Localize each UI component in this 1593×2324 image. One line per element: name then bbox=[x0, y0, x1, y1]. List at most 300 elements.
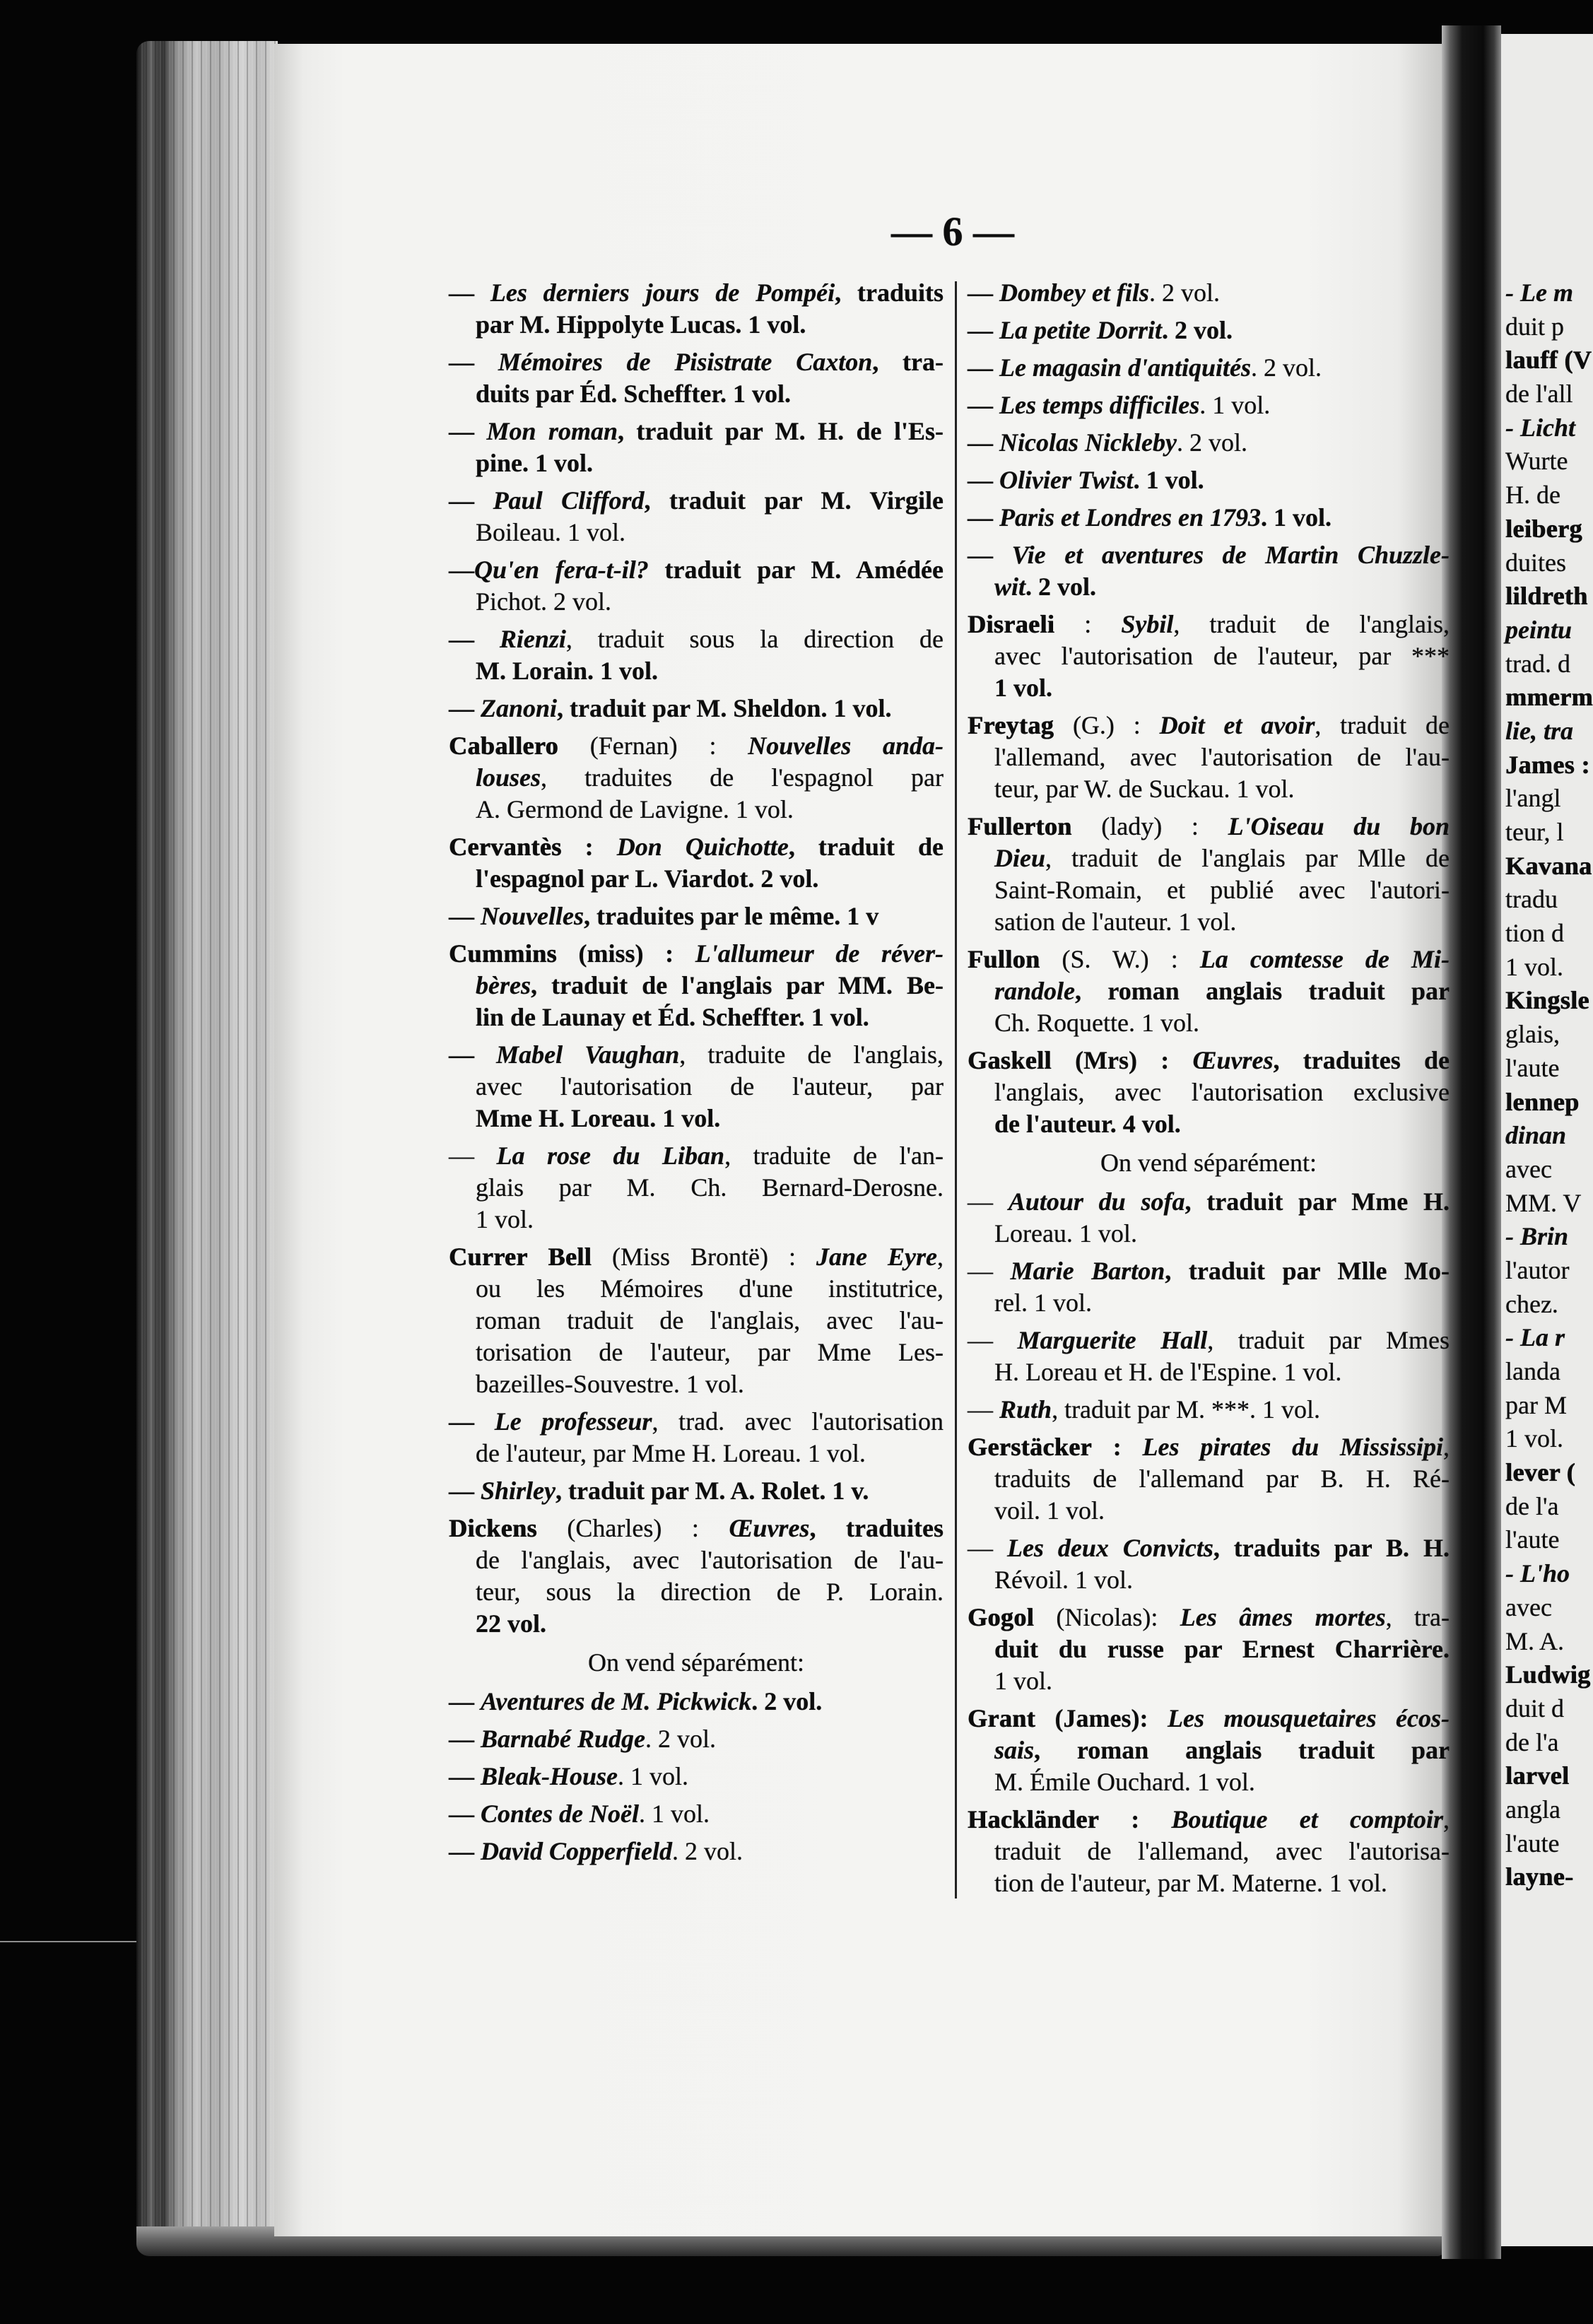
entry-line bbox=[968, 1633, 1450, 1665]
work-title: Paul Clifford bbox=[493, 486, 645, 515]
entry-text: roman traduit de l'anglais, avec l'au- bbox=[476, 1306, 944, 1334]
entry-text: ou les Mémoires d'une institutrice, bbox=[476, 1274, 944, 1303]
entry-text: (S. W.) : bbox=[1040, 945, 1200, 973]
entry-text: — bbox=[449, 1687, 481, 1715]
entry-text: : bbox=[1091, 1433, 1143, 1461]
entry-line bbox=[968, 1325, 1450, 1356]
work-title: Vie et aventures de Martin Chuzzle- bbox=[1011, 541, 1450, 569]
next-page-fragment: lildreth bbox=[1505, 582, 1588, 611]
next-page-fragment: l'angl bbox=[1505, 784, 1561, 813]
entry-text: M. Émile Ouchard. 1 vol. bbox=[994, 1768, 1255, 1796]
work-title: Aventures de M. Pickwick bbox=[481, 1687, 752, 1715]
entry-text: pine. 1 vol. bbox=[476, 449, 594, 477]
work-title: randole bbox=[994, 977, 1076, 1005]
page-number: — 6 — bbox=[891, 209, 1014, 254]
next-page-fragment: - Licht bbox=[1505, 413, 1575, 442]
catalog-entry bbox=[968, 1186, 1450, 1250]
entry-text: , traduits bbox=[835, 278, 944, 307]
work-title: La rose du Liban bbox=[496, 1142, 725, 1170]
entry-line bbox=[968, 1108, 1450, 1140]
work-title: Œuvres bbox=[1192, 1046, 1274, 1074]
work-title: Autour du sofa bbox=[1008, 1187, 1185, 1216]
catalog-entry bbox=[449, 485, 944, 548]
catalog-entry bbox=[968, 1602, 1450, 1697]
catalog-entry bbox=[968, 1532, 1450, 1596]
work-title: Marie Barton bbox=[1010, 1257, 1165, 1285]
entry-line bbox=[968, 1045, 1450, 1076]
catalog-entry bbox=[449, 1039, 944, 1134]
work-title: Nicolas Nickleby bbox=[999, 428, 1177, 457]
catalog-entry bbox=[449, 1406, 944, 1469]
next-page-fragment: avec bbox=[1505, 1592, 1552, 1621]
entry-line bbox=[449, 1172, 944, 1204]
entry-text: 1 vol. bbox=[994, 1667, 1053, 1695]
entry-line bbox=[449, 1608, 944, 1640]
work-title: Mabel Vaughan bbox=[496, 1040, 680, 1069]
entry-line bbox=[449, 1513, 944, 1544]
next-page-fragment: - Le m bbox=[1505, 278, 1573, 307]
entry-text: — bbox=[968, 541, 1012, 569]
work-title: Contes de Noël bbox=[481, 1800, 639, 1828]
next-page-fragment: James : bbox=[1505, 750, 1590, 779]
entry-line bbox=[449, 1836, 944, 1867]
catalog-entry bbox=[449, 900, 944, 932]
entry-line bbox=[968, 1564, 1450, 1596]
work-title: Marguerite Hall bbox=[1017, 1326, 1208, 1354]
next-page-fragment: l'autor bbox=[1505, 1255, 1570, 1284]
entry-text: — bbox=[968, 1257, 1011, 1285]
next-page-fragment: larvel bbox=[1505, 1761, 1570, 1790]
entry-text: : bbox=[561, 833, 617, 861]
entry-text: , trad. avec l'autorisation bbox=[652, 1407, 944, 1436]
entry-text: bazeilles-Souvestre. 1 vol. bbox=[476, 1370, 744, 1398]
work-title: Rienzi bbox=[499, 625, 566, 653]
next-page-fragment: l'aute bbox=[1505, 1829, 1560, 1858]
entry-text: , bbox=[1443, 1805, 1450, 1833]
entry-text: : bbox=[1054, 610, 1122, 638]
entry-text: , traduit par M. A. Rolet. 1 v. bbox=[556, 1477, 869, 1505]
section-subheading: On vend séparément: bbox=[588, 1648, 804, 1677]
entry-line bbox=[449, 1241, 944, 1273]
entry-text: , traduite de l'an- bbox=[724, 1142, 944, 1170]
catalog-entry bbox=[449, 1836, 944, 1867]
entry-line bbox=[449, 1406, 944, 1438]
work-title: Œuvres bbox=[729, 1514, 810, 1542]
next-page-fragment: duit d bbox=[1505, 1694, 1565, 1723]
entry-text: rel. 1 vol. bbox=[994, 1289, 1092, 1317]
entry-line bbox=[449, 655, 944, 687]
entry-text: de l'anglais, avec l'autorisation de l'au- bbox=[476, 1546, 944, 1574]
entry-line bbox=[968, 1602, 1450, 1633]
author-name: Fullon bbox=[968, 945, 1040, 973]
entry-text: , traduit par M. ***. 1 vol. bbox=[1052, 1395, 1321, 1424]
entry-line bbox=[449, 447, 944, 479]
entry-text: . 2 vol. bbox=[1025, 573, 1097, 601]
entry-line bbox=[968, 811, 1450, 843]
author-name: Currer Bell bbox=[449, 1243, 592, 1271]
entry-text: , tra- bbox=[1385, 1603, 1450, 1631]
author-name: Disraeli bbox=[968, 610, 1055, 638]
entry-line bbox=[968, 1703, 1450, 1735]
entry-line bbox=[449, 586, 944, 618]
entry-line bbox=[449, 623, 944, 655]
entry-line bbox=[449, 900, 944, 932]
next-page-fragment: l'aute bbox=[1505, 1053, 1560, 1082]
catalog-entry bbox=[449, 1686, 944, 1718]
catalog-entry bbox=[449, 623, 944, 687]
entry-line bbox=[449, 485, 944, 517]
work-title: David Copperfield bbox=[481, 1837, 672, 1865]
work-title: Les temps difficiles bbox=[999, 391, 1200, 419]
entry-text: , traduit par M. H. de l'Es- bbox=[617, 417, 944, 445]
entry-text: — bbox=[449, 1040, 497, 1069]
entry-line bbox=[968, 1665, 1450, 1697]
entry-text: l'anglais, avec l'autorisation exclusive bbox=[994, 1078, 1450, 1106]
catalog-entry bbox=[968, 352, 1450, 384]
entry-line bbox=[968, 352, 1450, 384]
entry-text: Saint-Romain, et publié avec l'autori- bbox=[994, 876, 1450, 904]
entry-line bbox=[449, 1761, 944, 1792]
entry-text: duits par Éd. Scheffter. 1 vol. bbox=[476, 380, 792, 408]
entry-line bbox=[968, 906, 1450, 938]
entry-line bbox=[968, 1394, 1450, 1426]
entry-line bbox=[968, 773, 1450, 805]
catalog-entry bbox=[968, 277, 1450, 309]
entry-line bbox=[968, 944, 1450, 975]
entry-text: — bbox=[968, 466, 999, 494]
entry-text: H. Loreau et H. de l'Espine. 1 vol. bbox=[994, 1358, 1342, 1386]
entry-text: (Charles) : bbox=[536, 1514, 729, 1542]
next-page-fragment: layne- bbox=[1505, 1862, 1574, 1891]
catalog-entry bbox=[968, 609, 1450, 704]
entry-line bbox=[449, 938, 944, 970]
entry-text: M. Lorain. 1 vol. bbox=[476, 657, 658, 685]
book-gutter bbox=[1442, 25, 1501, 2259]
catalog-entry bbox=[968, 811, 1450, 938]
work-title: L'Oiseau du bon bbox=[1228, 812, 1450, 840]
catalog-entry bbox=[449, 730, 944, 826]
entry-line bbox=[968, 1804, 1450, 1836]
entry-line bbox=[968, 1463, 1450, 1495]
entry-text: , traduit par M. Sheldon. 1 vol. bbox=[557, 694, 892, 722]
section-subheading: On vend séparément: bbox=[1100, 1149, 1317, 1177]
entry-line bbox=[449, 277, 944, 309]
author-name: Hackländer bbox=[968, 1805, 1100, 1833]
entry-text: . 2 vol. bbox=[1176, 428, 1247, 457]
entry-line bbox=[968, 1431, 1450, 1463]
entry-text: l'allemand, avec l'autorisation de l'au- bbox=[994, 743, 1450, 771]
author-name: Gaskell bbox=[968, 1046, 1052, 1074]
next-page-fragment: Kingsle bbox=[1505, 986, 1589, 1015]
entry-text: (miss) : bbox=[556, 939, 695, 968]
entry-line bbox=[449, 762, 944, 794]
work-title: Bleak-House bbox=[481, 1762, 618, 1790]
entry-text: (lady) : bbox=[1071, 812, 1228, 840]
author-name: Fullerton bbox=[968, 812, 1072, 840]
entry-line bbox=[968, 843, 1450, 874]
catalog-entry bbox=[968, 389, 1450, 421]
entry-text: torisation de l'auteur, par Mme Les- bbox=[476, 1338, 944, 1366]
next-page-fragment: angla bbox=[1505, 1795, 1560, 1824]
next-page-fragment: M. A. bbox=[1505, 1626, 1565, 1655]
entry-text: , traduit de l'anglais par Mlle de bbox=[1045, 844, 1450, 872]
catalog-entry bbox=[968, 1045, 1450, 1140]
entry-text: — bbox=[968, 391, 999, 419]
catalog-entry bbox=[968, 315, 1450, 346]
next-page-fragment: MM. V bbox=[1505, 1188, 1582, 1217]
entry-line bbox=[968, 571, 1450, 603]
entry-text: (Nicolas): bbox=[1034, 1603, 1180, 1631]
entry-text: . 1 vol. bbox=[1199, 391, 1271, 419]
entry-line bbox=[968, 1255, 1450, 1287]
entry-text: , traduit par Mme H. bbox=[1185, 1187, 1450, 1216]
catalog-entry bbox=[449, 938, 944, 1033]
next-page-fragment: lie, tra bbox=[1505, 716, 1573, 745]
next-page-fragment: de l'a bbox=[1505, 1491, 1559, 1520]
entry-text: : bbox=[1099, 1805, 1172, 1833]
entry-line bbox=[449, 1140, 944, 1172]
entry-line bbox=[449, 1475, 944, 1507]
entry-text: — bbox=[449, 417, 487, 445]
work-title: Doit et avoir bbox=[1159, 711, 1315, 739]
work-title: La petite Dorrit bbox=[999, 316, 1162, 344]
entry-text: — bbox=[968, 353, 999, 382]
catalog-entry bbox=[968, 427, 1450, 459]
entry-text: — bbox=[449, 1762, 481, 1790]
entry-text: lin de Launay et Éd. Scheffter. 1 vol. bbox=[476, 1003, 869, 1031]
entry-text: par M. Hippolyte Lucas. 1 vol. bbox=[476, 310, 806, 339]
entry-text: de l'auteur, par Mme H. Loreau. 1 vol. bbox=[476, 1439, 866, 1467]
catalog-entry bbox=[968, 1255, 1450, 1319]
catalog-entry bbox=[449, 346, 944, 410]
entry-text: avec l'autorisation de l'auteur, par *** bbox=[994, 642, 1450, 670]
entry-text: , bbox=[937, 1243, 944, 1271]
entry-line bbox=[449, 1273, 944, 1305]
entry-text: . 2 vol. bbox=[1161, 316, 1233, 344]
next-page-fragment: - La r bbox=[1505, 1323, 1565, 1352]
entry-line bbox=[968, 672, 1450, 704]
entry-text: — bbox=[968, 316, 999, 344]
work-title: louses bbox=[476, 763, 541, 792]
entry-text: . 1 vol. bbox=[1261, 503, 1332, 532]
work-title: Dieu bbox=[994, 844, 1045, 872]
work-title: Boutique et comptoir bbox=[1171, 1805, 1443, 1833]
catalog-entry bbox=[449, 1140, 944, 1236]
entry-text: , roman anglais traduit par bbox=[1034, 1736, 1450, 1764]
catalog-entry bbox=[449, 277, 944, 341]
entry-line bbox=[968, 1495, 1450, 1527]
work-title: bères bbox=[476, 971, 531, 999]
entry-line bbox=[968, 1836, 1450, 1867]
entry-text: de l'auteur. 4 vol. bbox=[994, 1110, 1181, 1138]
entry-text: — bbox=[449, 625, 500, 653]
entry-line bbox=[968, 1867, 1450, 1899]
work-title: sais bbox=[994, 1736, 1035, 1764]
entry-text: Loreau. 1 vol. bbox=[994, 1219, 1137, 1248]
entry-line bbox=[449, 1002, 944, 1033]
book-fore-edge bbox=[136, 41, 278, 2255]
next-page-fragment: trad. d bbox=[1505, 649, 1570, 678]
catalog-entry bbox=[449, 831, 944, 895]
entry-text: Ch. Roquette. 1 vol. bbox=[994, 1009, 1199, 1037]
entry-text: 22 vol. bbox=[476, 1609, 547, 1638]
entry-line bbox=[449, 416, 944, 447]
author-name: Cummins bbox=[449, 939, 557, 968]
work-title: Les âmes mortes bbox=[1180, 1603, 1386, 1631]
author-name: Cervantès bbox=[449, 833, 562, 861]
work-title: Qu'en fera-t-il? bbox=[474, 556, 649, 584]
entry-text: . 1 vol. bbox=[638, 1800, 710, 1828]
work-title: Les mousquetaires écos- bbox=[1167, 1704, 1450, 1732]
catalog-entry bbox=[449, 1513, 944, 1640]
work-title: Le magasin d'antiquités bbox=[999, 353, 1252, 382]
entry-line bbox=[968, 1186, 1450, 1218]
next-page-fragment: par M bbox=[1505, 1390, 1567, 1419]
work-title: Mémoires de Pisistrate Caxton bbox=[498, 348, 873, 376]
next-page-fragment: H. de bbox=[1505, 481, 1560, 510]
next-page-fragment: landa bbox=[1505, 1357, 1560, 1385]
entry-text: — bbox=[449, 348, 498, 376]
entry-line bbox=[968, 975, 1450, 1007]
entry-line bbox=[968, 464, 1450, 496]
entry-line bbox=[968, 277, 1450, 309]
work-title: Paris et Londres en 1793 bbox=[999, 503, 1262, 532]
author-name: Gerstäcker bbox=[968, 1433, 1092, 1461]
entry-line bbox=[449, 554, 944, 586]
work-title: Sybil bbox=[1121, 610, 1174, 638]
entry-text: , traduites de l'espagnol par bbox=[541, 763, 944, 792]
entry-text: , tra- bbox=[872, 348, 944, 376]
next-page-fragment: glais, bbox=[1505, 1020, 1560, 1049]
work-title: Nouvelles bbox=[481, 902, 584, 930]
next-page-fragment: 1 vol. bbox=[1505, 952, 1564, 981]
entry-text: , traduites de bbox=[1273, 1046, 1450, 1074]
next-page-fragment: lever ( bbox=[1505, 1458, 1576, 1487]
entry-line bbox=[449, 831, 944, 863]
work-title: Shirley bbox=[481, 1477, 556, 1505]
column-divider bbox=[955, 281, 957, 1898]
entry-text: l'espagnol par L. Viardot. 2 vol. bbox=[476, 864, 819, 893]
entry-text: — bbox=[968, 503, 999, 532]
next-page-fragment: - L'ho bbox=[1505, 1559, 1570, 1588]
entry-line bbox=[449, 863, 944, 895]
left-column bbox=[449, 277, 944, 1873]
entry-text: (G.) : bbox=[1054, 711, 1160, 739]
entry-line bbox=[968, 640, 1450, 672]
entry-line bbox=[449, 1368, 944, 1400]
catalog-entry bbox=[968, 1394, 1450, 1426]
entry-line bbox=[968, 1532, 1450, 1564]
entry-text: , traduit sous la direction de bbox=[565, 625, 944, 653]
author-name: Dickens bbox=[449, 1514, 537, 1542]
next-page-fragment: duites bbox=[1505, 548, 1566, 577]
catalog-entry bbox=[449, 1761, 944, 1792]
entry-line bbox=[449, 1723, 944, 1755]
catalog-entry bbox=[968, 944, 1450, 1039]
entry-text: Révoil. 1 vol. bbox=[994, 1566, 1133, 1594]
entry-text: — bbox=[968, 1534, 1007, 1562]
next-page-fragment: Ludwig bbox=[1505, 1660, 1591, 1689]
entry-text: (Miss Brontë) : bbox=[592, 1243, 817, 1271]
next-page-fragment: leiberg bbox=[1505, 514, 1582, 543]
entry-text: (Fernan) : bbox=[558, 732, 748, 760]
entry-text: traduit de l'allemand, avec l'autorisa- bbox=[994, 1837, 1450, 1865]
entry-line bbox=[968, 1076, 1450, 1108]
entry-text: . 2 vol. bbox=[1148, 278, 1220, 307]
entry-line bbox=[449, 1686, 944, 1718]
work-title: Olivier Twist bbox=[999, 466, 1134, 494]
entry-text: , traduit par M. Virgile bbox=[644, 486, 944, 515]
entry-text: — bbox=[449, 1477, 481, 1505]
entry-text: Mme H. Loreau. 1 vol. bbox=[476, 1104, 721, 1132]
entry-text: — bbox=[449, 1142, 497, 1170]
entry-line bbox=[449, 970, 944, 1002]
entry-text: . 2 vol. bbox=[1251, 353, 1322, 382]
entry-line bbox=[449, 1438, 944, 1469]
entry-text: tion de l'auteur, par M. Materne. 1 vol. bbox=[994, 1869, 1387, 1897]
entry-text: — bbox=[449, 278, 490, 307]
entry-text: avec l'autorisation de l'auteur, par bbox=[476, 1072, 944, 1101]
entry-line bbox=[968, 502, 1450, 534]
entry-text: (James): bbox=[1035, 1704, 1168, 1732]
entry-line bbox=[449, 693, 944, 724]
entry-line bbox=[968, 1356, 1450, 1388]
entry-text: , traduites bbox=[809, 1514, 944, 1542]
next-page-fragment: l'aute bbox=[1505, 1525, 1560, 1554]
entry-line bbox=[449, 309, 944, 341]
entry-text: glais par M. Ch. Bernard-Derosne. bbox=[476, 1173, 944, 1202]
entry-text: — bbox=[968, 278, 999, 307]
entry-text: — bbox=[449, 1800, 481, 1828]
next-page-fragment: Wurte bbox=[1505, 447, 1568, 476]
entry-text: . 1 vol. bbox=[1133, 466, 1204, 494]
next-page-fragment: - Brin bbox=[1505, 1222, 1569, 1251]
entry-line bbox=[968, 427, 1450, 459]
entry-text: teur, sous la direction de P. Lorain. bbox=[476, 1578, 944, 1606]
catalog-entry bbox=[968, 539, 1450, 603]
entry-text: sation de l'auteur. 1 vol. bbox=[994, 908, 1237, 936]
entry-text: , roman anglais traduit par bbox=[1075, 977, 1450, 1005]
entry-line bbox=[968, 741, 1450, 773]
entry-text: , bbox=[1443, 1433, 1450, 1461]
catalog-entry bbox=[449, 1241, 944, 1400]
entry-text: duit du russe par Ernest Charrière. bbox=[994, 1635, 1450, 1663]
entry-line bbox=[449, 1305, 944, 1337]
entry-line bbox=[449, 346, 944, 378]
next-page-fragment: avec bbox=[1505, 1154, 1552, 1183]
entry-line bbox=[968, 710, 1450, 741]
right-column bbox=[968, 277, 1450, 1905]
entry-text: voil. 1 vol. bbox=[994, 1496, 1105, 1525]
work-title: Mon roman bbox=[486, 417, 618, 445]
next-page-fragment: duit p bbox=[1505, 312, 1565, 341]
next-page-fragment: 1 vol. bbox=[1505, 1424, 1564, 1453]
next-page-fragment: chez. bbox=[1505, 1289, 1558, 1318]
next-page-fragment: teur, l bbox=[1505, 818, 1564, 846]
entry-text: . 2 vol. bbox=[671, 1837, 743, 1865]
work-title: Les pirates du Mississipi bbox=[1142, 1433, 1443, 1461]
entry-text: — bbox=[968, 1326, 1018, 1354]
work-title: Jane Eyre bbox=[816, 1243, 937, 1271]
entry-text: — bbox=[449, 1837, 481, 1865]
entry-line bbox=[449, 794, 944, 826]
work-title: Le professeur bbox=[494, 1407, 652, 1436]
work-title: Les derniers jours de Pompéi bbox=[490, 278, 835, 307]
catalog-entry bbox=[449, 693, 944, 724]
entry-line bbox=[449, 378, 944, 410]
work-title: Dombey et fils bbox=[999, 278, 1149, 307]
entry-text: . 2 vol. bbox=[751, 1687, 823, 1715]
